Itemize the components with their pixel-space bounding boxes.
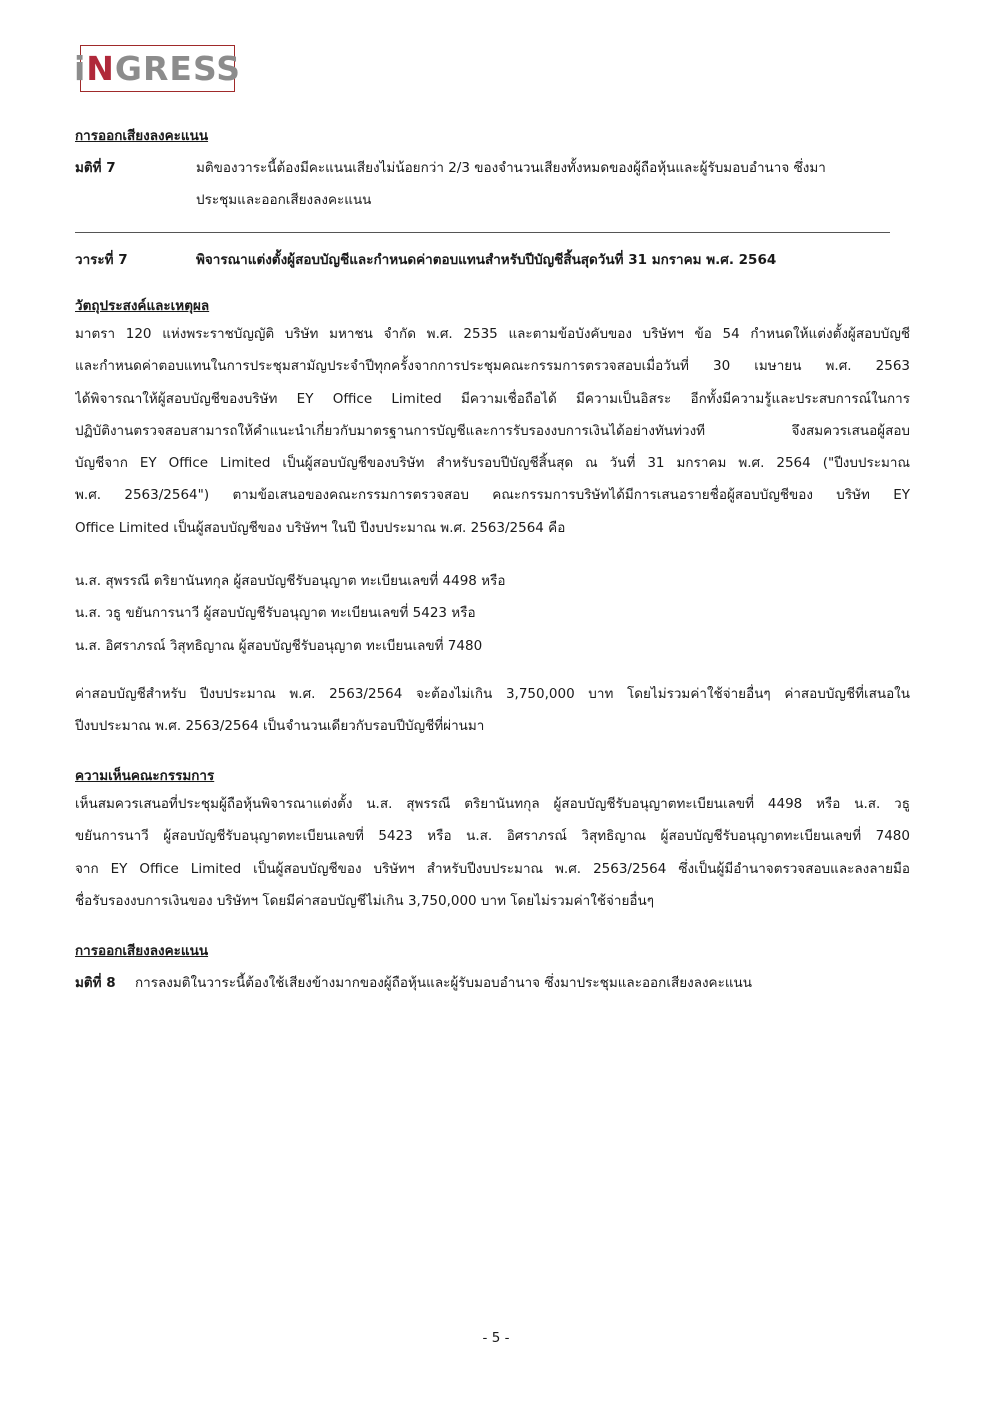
objective-line: มาตรา 120 แห่งพระราชบัญญัติ บริษัท มหาชน จำกัด พ.ศ. 2535 และตามข้อบังคับของ บริษัทฯ ข้อ 54 กำหนดให้แต่งตั้งผู้สอบบัญชี (75, 326, 910, 342)
objective-line: ปฏิบัติงานตรวจสอบสามารถให้คำแนะนำเกี่ยวกับมาตรฐานการบัญชีและการรับรองงบการเงินได้อย่างทันท่วงที จึงสมควรเสนอผู้สอบ (75, 422, 910, 439)
auditor-1: น.ส. สุพรรณี ตริยานันทกุล ผู้สอบบัญชีรับอนุญาต ทะเบียนเลขที่ 4498 หรือ (75, 573, 506, 589)
voting-heading-2: การออกเสียงลงคะแนน (75, 943, 209, 959)
board-opinion-line: ชื่อรับรองงบการเงินของ บริษัทฯ โดยมีค่าสอบบัญชีไม่เกิน 3,750,000 บาท โดยไม่รวมค่าใช้จ่ายอื่นๆ (75, 892, 654, 909)
resolution-8-text: การลงมติในวาระนี้ต้องใช้เสียงข้างมากของผู้ถือหุ้นและผู้รับมอบอำนาจ ซึ่งมาประชุมและออกเสียงลงคะแนน (135, 975, 752, 991)
fee-line: ปีงบประมาณ พ.ศ. 2563/2564 เป็นจำนวนเดียวกับรอบปีบัญชีที่ผ่านมา (75, 718, 485, 735)
fee-line: ค่าสอบบัญชีสำหรับ ปีงบประมาณ พ.ศ. 2563/2564 จะต้องไม่เกิน 3,750,000 บาท โดยไม่รวมค่าใช้จ่ายอื่นๆ ค่าสอบบัญชีที่เสนอใน (75, 686, 910, 702)
resolution-7-label: มติที่ 7 (75, 160, 116, 176)
objective-line: บัญชีจาก EY Office Limited เป็นผู้สอบบัญชีของบริษัท สำหรับรอบปีบัญชีสิ้นสุด ณ วันที่ 31 มกราคม พ.ศ. 2564 ("ปีงบประมาณ (75, 455, 910, 472)
board-opinion-line: ขยันการนาวี ผู้สอบบัญชีรับอนุญาตทะเบียนเลขที่ 5423 หรือ น.ส. อิศราภรณ์ วิสุทธิญาณ ผู้สอบบัญชีรับอนุญาตทะเบียนเลขที่ 7480 (75, 828, 910, 845)
board-opinion-heading: ความเห็นคณะกรรมการ (75, 768, 215, 784)
agenda-label: วาระที่ 7 (75, 252, 128, 268)
objective-heading: วัตถุประสงค์และเหตุผล (75, 298, 210, 314)
resolution-7-line-2: ประชุมและออกเสียงลงคะแนน (196, 192, 372, 208)
board-opinion-line: เห็นสมควรเสนอที่ประชุมผู้ถือหุ้นพิจารณาแต่งตั้ง น.ส. สุพรรณี ตริยานันทกุล ผู้สอบบัญชีรับอนุญาตทะเบียนเลขที่ 4498 หรือ น.ส. วธู (75, 796, 910, 812)
resolution-7-line-1: มติของวาระนี้ต้องมีคะแนนเสียงไม่น้อยกว่า 2/3 ของจำนวนเสียงทั้งหมดของผู้ถือหุ้นและผู้รับมอบอำนาจ ซึ่งมา (196, 160, 826, 176)
auditor-2: น.ส. วธู ขยันการนาวี ผู้สอบบัญชีรับอนุญาต ทะเบียนเลขที่ 5423 หรือ (75, 605, 476, 621)
logo-text (73, 49, 242, 88)
board-opinion-paragraph (75, 788, 910, 917)
section-divider (75, 232, 890, 233)
objective-line: และกำหนดค่าตอบแทนในการประชุมสามัญประจำปีทุกครั้งจากการประชุมคณะกรรมการตรวจสอบเมื่อวันที่ 30 เมษายน พ.ศ. 2563 (75, 358, 910, 375)
objective-line: ได้พิจารณาให้ผู้สอบบัญชีของบริษัท EY Office Limited มีความเชื่อถือได้ มีความเป็นอิสระ อีกทั้งมีความรู้และประสบการณ์ในการ (75, 390, 910, 407)
logo-accent-letter: N (86, 49, 115, 88)
objective-paragraph (75, 318, 910, 544)
logo-prefix: i (73, 49, 87, 88)
logo-rest: GRESS (114, 49, 242, 88)
objective-line: Office Limited เป็นผู้สอบบัญชีของ บริษัทฯ ในปี ปีงบประมาณ พ.ศ. 2563/2564 คือ (75, 519, 566, 536)
auditor-3: น.ส. อิศราภรณ์ วิสุทธิญาณ ผู้สอบบัญชีรับอนุญาต ทะเบียนเลขที่ 7480 (75, 638, 483, 654)
voting-heading-1: การออกเสียงลงคะแนน (75, 128, 209, 144)
objective-line: พ.ศ. 2563/2564") ตามข้อเสนอของคณะกรรมการตรวจสอบ คณะกรรมการบริษัทได้มีการเสนอรายชื่อผู้สอบบัญชีของ บริษัท EY (75, 487, 910, 504)
page-number: - 5 - (482, 1330, 510, 1346)
agenda-title: พิจารณาแต่งตั้งผู้สอบบัญชีและกำหนดค่าตอบแทนสำหรับปีบัญชีสิ้นสุดวันที่ 31 มกราคม พ.ศ. 2564 (196, 252, 777, 268)
board-opinion-line: จาก EY Office Limited เป็นผู้สอบบัญชีของ บริษัทฯ สำหรับปีงบประมาณ พ.ศ. 2563/2564 ซึ่งเป็นผู้มีอำนาจตรวจสอบและลงลายมือ (75, 860, 910, 877)
resolution-8-label: มติที่ 8 (75, 975, 116, 991)
fee-paragraph (75, 678, 910, 743)
company-logo (73, 45, 242, 92)
